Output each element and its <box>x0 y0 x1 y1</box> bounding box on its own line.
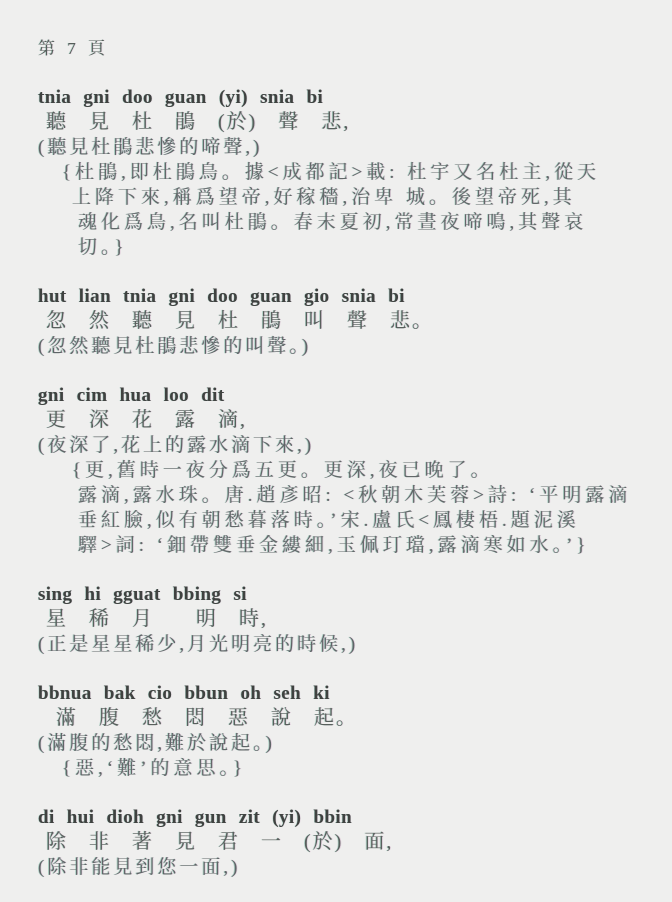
annotation-line: 驛>詞: ‘鈿帶雙垂金縷細,玉佩玎璫,露滴寒如水。’} <box>78 535 590 556</box>
romanization-line: di hui dioh gni gun zit (yi) bbin <box>38 807 353 828</box>
annotation-line: {杜鵑,即杜鵑鳥。據<成都記>載: 杜宇又名杜主,從天 <box>62 162 601 183</box>
mandarin-translation-line: (夜深了,花上的露水滴下來,) <box>38 435 315 456</box>
hanzi-gloss-line: 除 非 著 見 君 一 (於) 面, <box>46 831 394 853</box>
hanzi-gloss-line: 滿 腹 愁 悶 惡 說 起。 <box>56 707 358 729</box>
annotation-line: 魂化爲鳥,名叫杜鵑。春末夏初,常晝夜啼鳴,其聲哀 <box>78 212 588 233</box>
romanization-line: gni cim hua loo dit <box>38 385 225 406</box>
page-number-label: 第 7 頁 <box>38 39 109 58</box>
romanization-line: bbnua bak cio bbun oh seh ki <box>38 683 330 704</box>
verse-section-5 <box>38 681 654 781</box>
hanzi-gloss-line: 星 稀 月 明 時, <box>46 608 268 630</box>
hanzi-gloss-line: 聽 見 杜 鵑 (於) 聲 悲, <box>46 111 351 133</box>
annotation-line: 垂紅臉,似有朝愁暮落時。’宋.盧氏<鳳棲梧.題泥溪 <box>78 510 580 531</box>
annotation-line: 上降下來,稱爲望帝,好稼穡,治卑 城。後望帝死,其 <box>72 187 576 208</box>
mandarin-translation-line: (聽見杜鵑悲慘的啼聲,) <box>38 137 263 158</box>
romanization-line: sing hi gguat bbing si <box>38 584 247 605</box>
verse-section-1 <box>38 85 654 260</box>
annotation-line: {更,舊時一夜分爲五更。更深,夜已晚了。 <box>72 460 494 481</box>
hanzi-gloss-line: 忽 然 聽 見 杜 鵑 叫 聲 悲。 <box>46 310 434 332</box>
mandarin-translation-line: (滿腹的愁悶,難於說起。) <box>38 733 275 754</box>
annotation-line: {惡,‘難’的意思。} <box>62 758 247 779</box>
verse-section-3 <box>38 383 654 558</box>
annotation-line: 切。} <box>78 237 128 258</box>
verse-section-4 <box>38 582 654 657</box>
romanization-line: hut lian tnia gni doo guan gio snia bi <box>38 286 405 307</box>
mandarin-translation-line: (忽然聽見杜鵑悲慘的叫聲。) <box>38 336 312 357</box>
mandarin-translation-line: (除非能見到您一面,) <box>38 857 241 878</box>
mandarin-translation-line: (正是星星稀少,月光明亮的時候,) <box>38 634 359 655</box>
verse-section-6 <box>38 805 654 880</box>
romanization-line: tnia gni doo guan (yi) snia bi <box>38 87 324 108</box>
annotation-line: 露滴,露水珠。唐.趙彥昭: <秋朝木芙蓉>詩: ‘平明露滴 <box>78 485 632 506</box>
verse-section-2 <box>38 284 654 359</box>
hanzi-gloss-line: 更 深 花 露 滴, <box>46 409 247 431</box>
